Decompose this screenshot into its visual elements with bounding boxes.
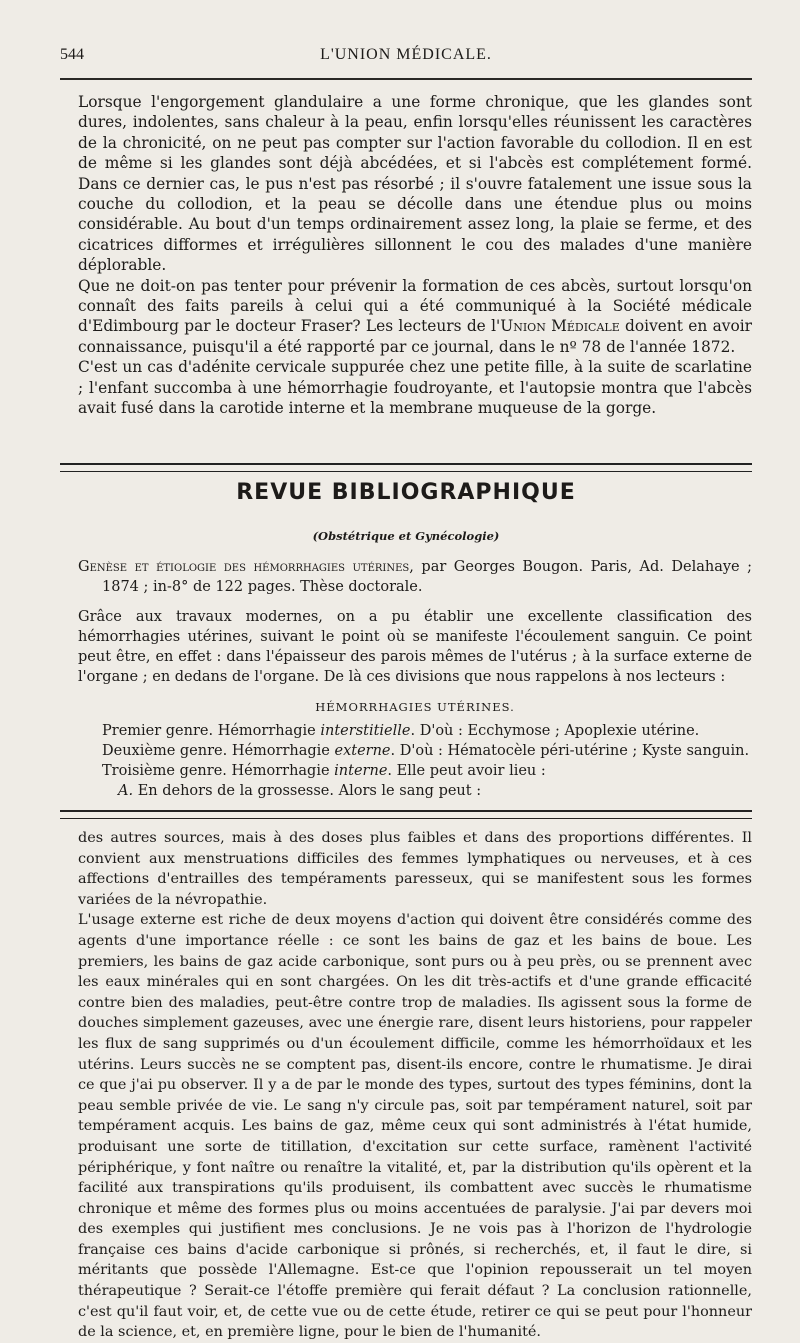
- bibliographic-review: [78, 557, 752, 801]
- entry-title: Genèse et étiologie des hémorrhagies utérines: [78, 559, 410, 575]
- review-paragraph: Grâce aux travaux modernes, on a pu établir une excellente classification des hémorrhagies utérines, suivant le point où se manifeste l'écoulement sanguin. Ce point peut être, en effet : dans l'épaisseur des parois mêmes de l'utérus ; à la surface externe de l'organe ; en dedans de l'organe. De là ces divisions que nous rappelons à nos lecteurs :: [78, 609, 752, 685]
- feuilleton-paragraph-2: L'usage externe est riche de deux moyens d'action qui doivent être considérés comme des agents d'une importance réelle : ce sont les bains de gaz et les bains de boue. Les premiers, les bains de gaz acide carbonique, sont purs ou à peu près, ou se prennent avec les eaux minérales qui en sont chargées. On les dit très-actifs et d'une grande efficacité contre bien des maladies, peut-être contre trop de maladies. Ils agissent sous la forme de douches simplement gazeuses, avec une énergie rare, disent leurs historiens, pour rappeler les flux de sang supprimés ou d'un écoulement difficile, comme les hémorrhoïdaux et les utérins. Leurs succès ne se comptent pas, disent-ils encore, contre le rhumatisme. Je dirai ce que j'ai pu observer. Il y a de par le monde des types, surtout des types féminins, dont la peau semble privée de vie. Le sang n'y circule pas, soit par tempérament naturel, soit par tempérament acquis. Les bains de gaz, même ceux qui sont administrés à l'état humide, produisant une sorte de titillation, d'excitation sur cette surface, ramènent l'activité périphérique, y font naître ou renaître la vitalité, et, par la distribution qu'ils opèrent et la facilité aux transpirations qu'ils produisent, ils combattent avec succès le rhumatisme chronique et même des formes plus ou moins accentuées de paralysie. J'ai par devers moi des exemples qui justifient mes conclusions. Je ne vois pas à l'horizon de l'hydrologie française ces bains d'acide carbonique si prônés, si recherchés, et, il faut le dire, si méritants que possède l'Allemagne. Est-ce que l'opinion repousserait un tel moyen thérapeutique ? Serait-ce l'étoffe première qui ferait défaut ? La conclusion rationnelle, c'est qu'il faut voir, et, de cette vue ou de cette étude, retirer ce qui se peut pour l'honneur de la science, et, en première ligne, pour le bien de l'humanité.: [78, 912, 752, 1341]
- genre-2: Deuxième genre. Hémorrhagie externe. D'où : Hématocèle péri-utérine ; Kyste sanguin.: [102, 743, 750, 759]
- paragraph-1: Lorsque l'engorgement glandulaire a une forme chronique, que les glandes sont dures, indolentes, sans chaleur à la peau, enfin lorsqu'elles réunissent les caractères de la chronicité, on ne peut pas compter sur l'action favorable du collodion. Il en est de même si les glandes sont déjà abcédées, et si l'abcès est complétement formé. Dans ce dernier cas, le pus n'est pas résorbé ; il s'ouvre fatalement une issue sous la couche du collodion, et la peau se décolle dans une étendue plus ou moins considérable. Au bout d'un temps ordinairement assez long, la plaie se ferme, et des cicatrices difformes et irrégulières sillonnent le cou des malades d'une manière déplorable.: [78, 93, 752, 275]
- list-heading: HÉMORRHAGIES UTÉRINES.: [315, 700, 515, 714]
- feuilleton-paragraph-1: des autres sources, mais à des doses plus faibles et dans des proportions différentes. Il convient aux menstruations difficiles des femmes lymphatiques ou nerveuses, et à ces affections d'entrailles des tempéraments paresseux, qui se manifestent sous les formes variées de la névropathie.: [78, 830, 752, 908]
- section-divider-top: [60, 463, 752, 472]
- bibliographic-entry: [78, 557, 752, 597]
- journal-name: Union Médicale: [500, 317, 620, 336]
- paragraph-3: C'est un cas d'adénite cervicale suppurée chez une petite fille, à la suite de scarlatine ; l'enfant succomba à une hémorrhagie foudroyante, et l'autopsie montra que l'abcès avait fusé dans la carotide interne et la membrane muqueuse de la gorge.: [78, 358, 752, 418]
- revue-subtitle: (Obstétrique et Gynécologie): [312, 529, 500, 543]
- section-divider-bottom: [60, 810, 752, 819]
- running-title: L'UNION MÉDICALE.: [320, 46, 492, 63]
- paragraph-2-start: Que ne doit-on pas tenter pour prévenir la formation de ces abcès, surtout lorsqu'on connaît des faits pareils à celui qui a été communiqué à la Société médicale d'Edimbourg par le docteur Fraser? Les lecteurs de l': [78, 276, 752, 336]
- header-rule: [60, 78, 752, 80]
- feuilleton-continuation: [78, 828, 752, 1343]
- item-a: A. En dehors de la grossesse. Alors le sang peut :: [118, 783, 482, 799]
- page-header: [60, 46, 752, 74]
- revue-title: REVUE BIBLIOGRAPHIQUE: [236, 480, 576, 505]
- paragraph-2: [78, 276, 752, 358]
- entry-details: , par Georges Bougon. Paris, Ad. Delahaye ; 1874 ; in-8° de 122 pages. Thèse doctorale.: [102, 559, 753, 595]
- page-number: 544: [60, 46, 84, 63]
- genre-3: Troisième genre. Hémorrhagie interne. Elle peut avoir lieu :: [102, 763, 546, 779]
- article-continuation: [78, 92, 752, 419]
- genre-1: Premier genre. Hémorrhagie interstitielle. D'où : Ecchymose ; Apoplexie utérine.: [102, 723, 700, 739]
- paragraph-2-end: doivent en avoir connaissance, puisqu'il a été rapporté par ce journal, dans le nº 78 de l'année 1872.: [78, 317, 753, 356]
